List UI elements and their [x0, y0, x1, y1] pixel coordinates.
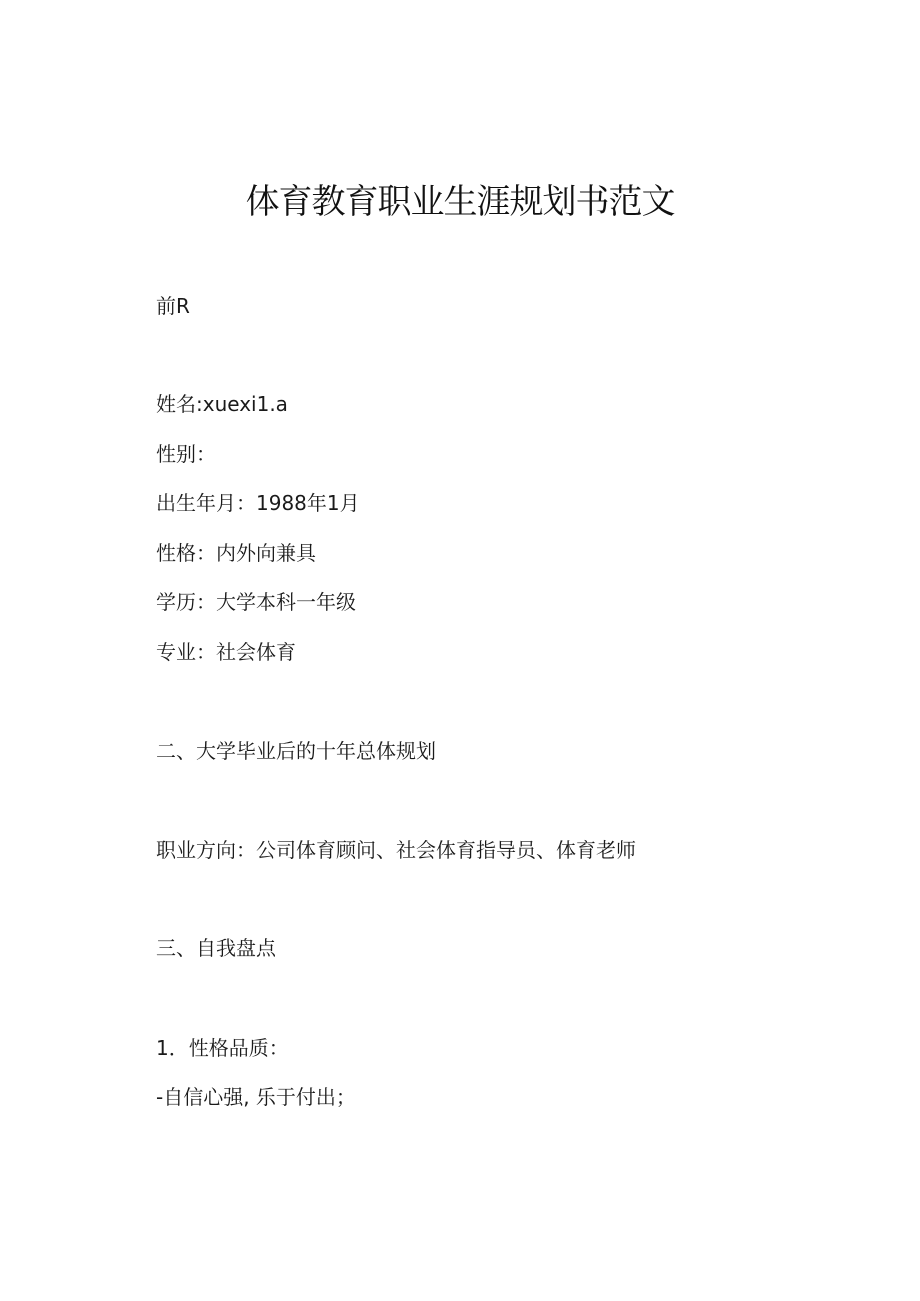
- document-title: 体育教育职业生涯规划书范文: [245, 182, 675, 222]
- bullet-item: -自信心强, 乐于付出；: [156, 1085, 356, 1109]
- section-heading-2: 二、大学毕业后的十年总体规划: [156, 739, 436, 763]
- info-birth: 出生年月：1988年1月: [156, 491, 360, 515]
- info-name: 姓名:xuexi1.a: [156, 392, 288, 416]
- info-education: 学历：大学本科一年级: [156, 590, 356, 614]
- item-heading-1: 1．性格品质：: [156, 1036, 289, 1060]
- info-personality: 性格：内外向兼具: [156, 541, 316, 565]
- preface-heading: 前R: [156, 294, 190, 318]
- info-major: 专业：社会体育: [156, 640, 296, 664]
- info-gender: 性别：: [156, 442, 216, 466]
- section-heading-3: 三、自我盘点: [156, 936, 276, 960]
- career-direction: 职业方向：公司体育顾问、社会体育指导员、体育老师: [156, 838, 636, 862]
